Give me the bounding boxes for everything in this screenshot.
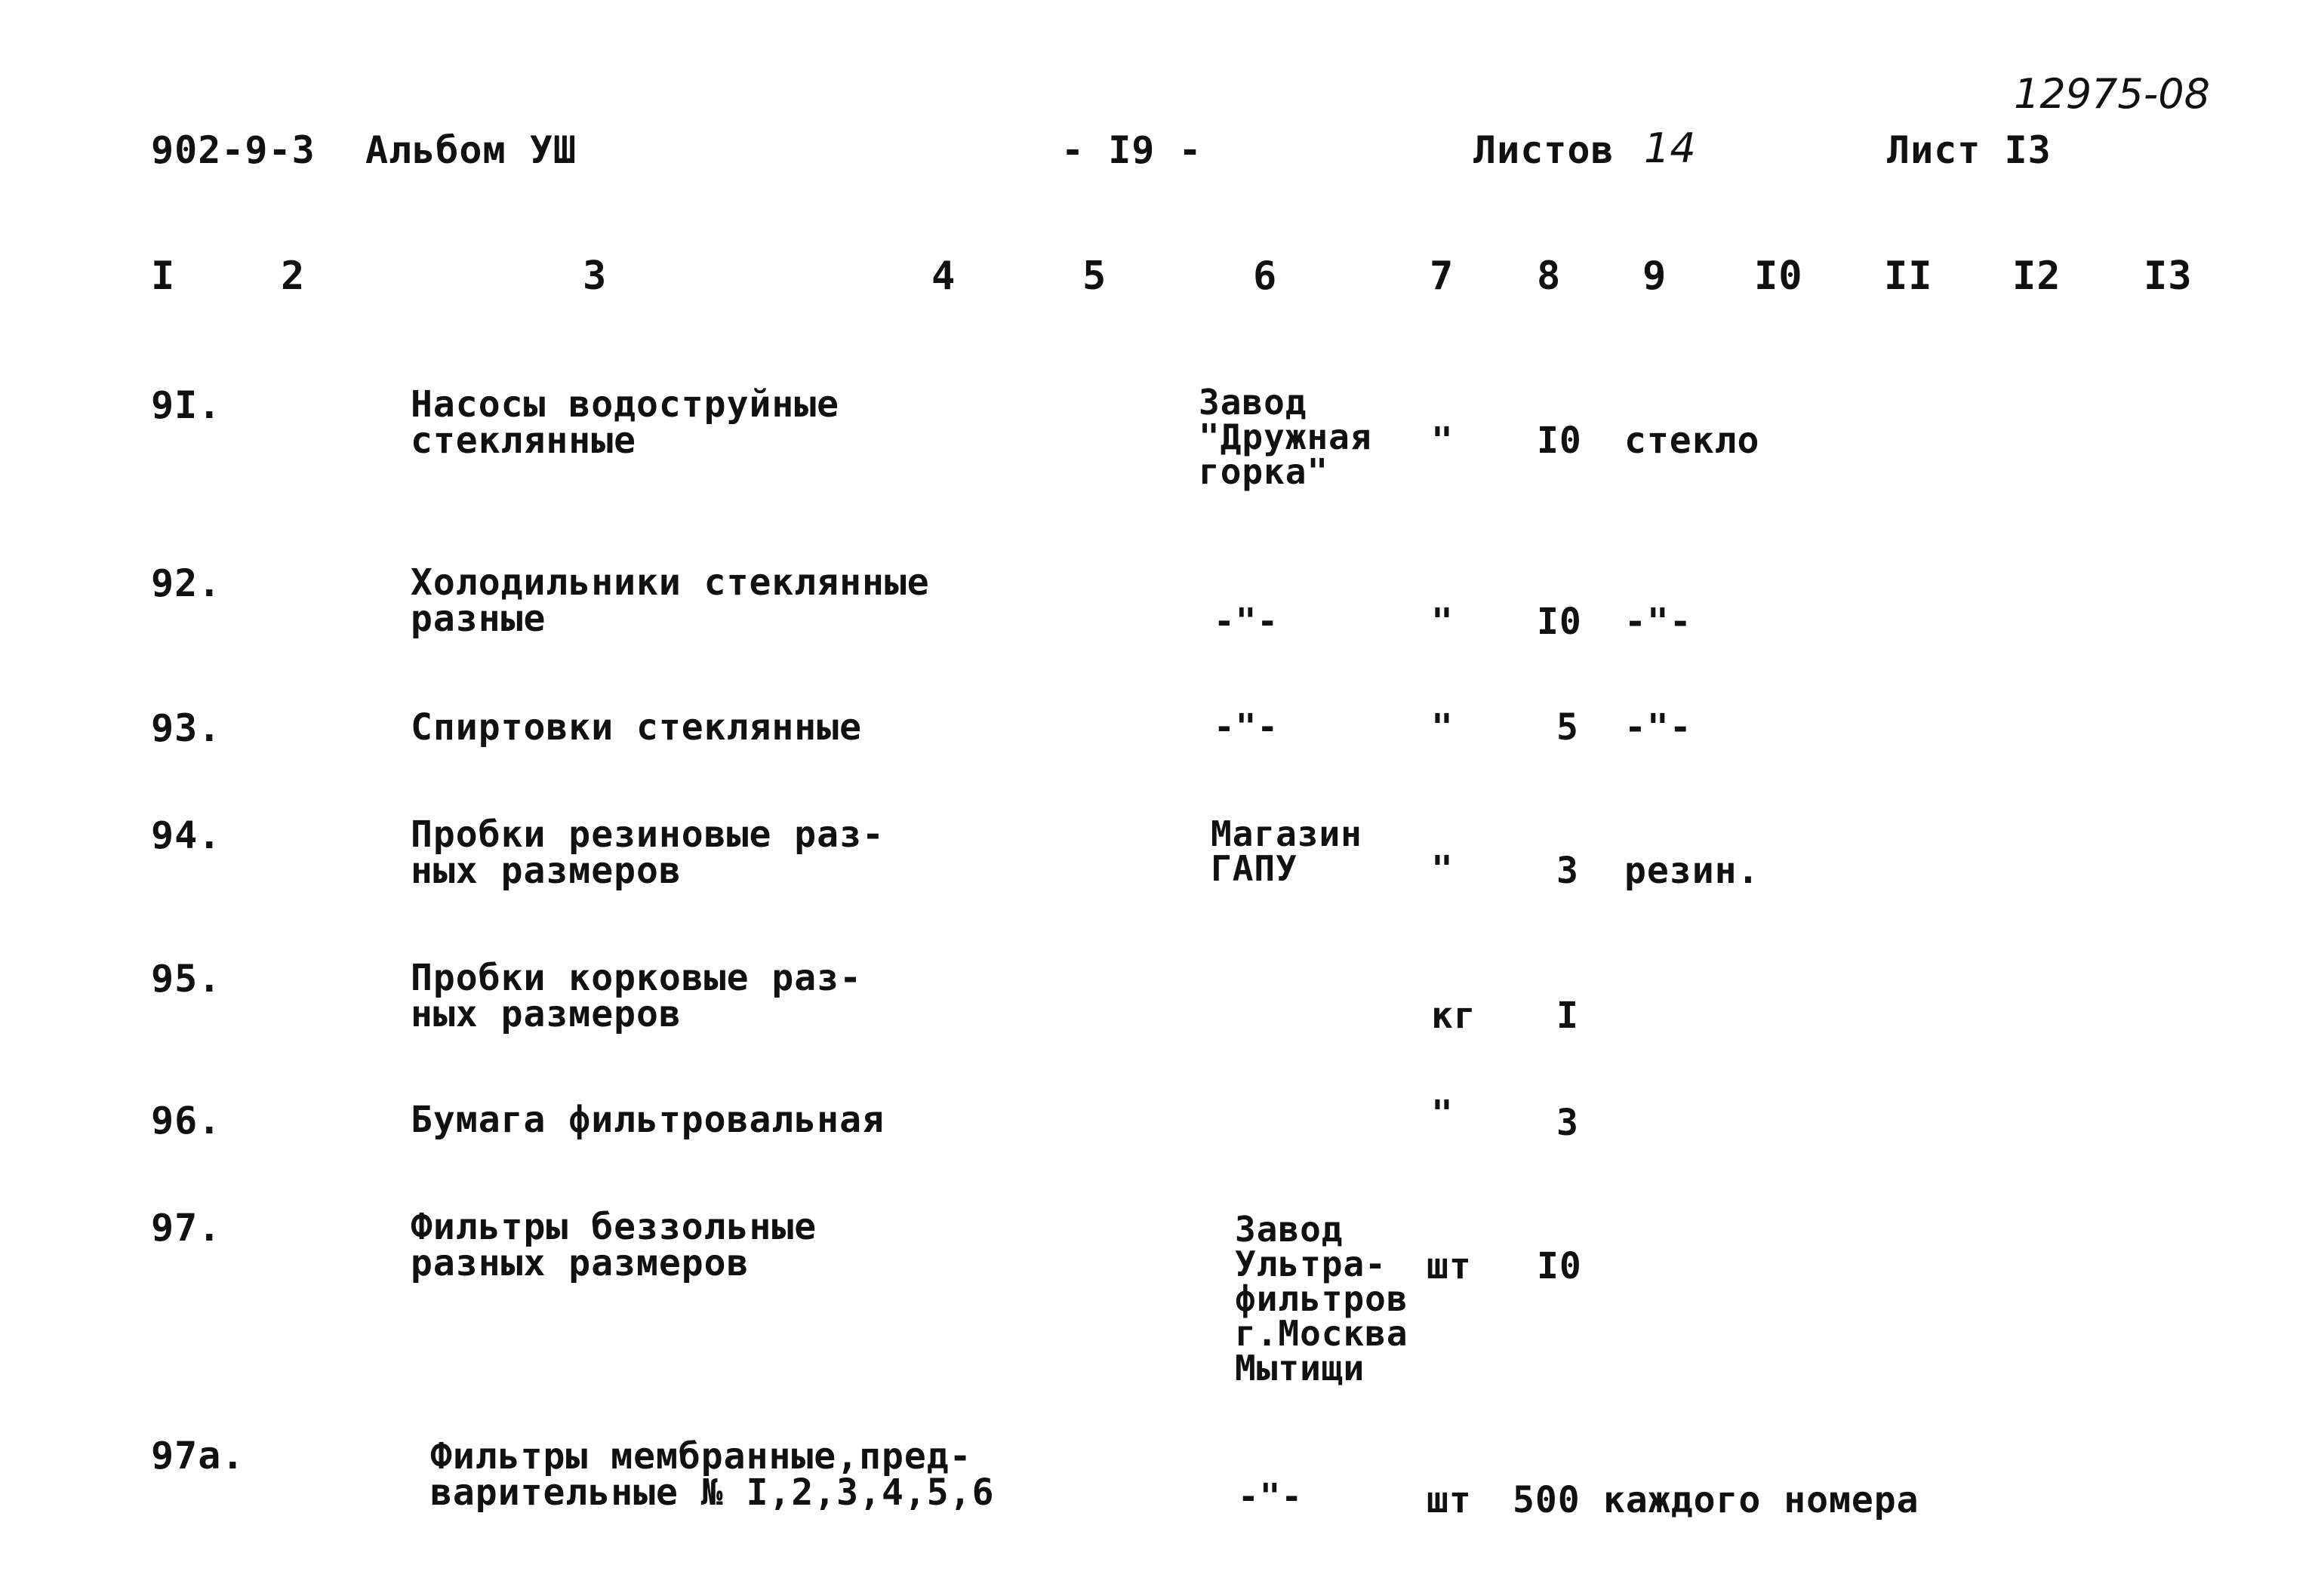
column-number: 2 [281,254,306,299]
unit: " [1431,601,1454,643]
quantity: I0 [1537,420,1582,462]
column-number: 6 [1253,254,1278,299]
supplier: Магазин ГАПУ [1211,813,1362,889]
row-number: 93. [151,706,222,750]
quantity: 3 [1556,850,1579,892]
row-number: 94. [151,813,222,857]
supplier: -"- [1214,706,1279,747]
item-name: Фильтры беззольные разных размеров [411,1206,817,1284]
column-number: II [1884,254,1933,299]
item-name: Бумага фильтровальная [411,1099,885,1141]
column-number: I2 [2012,254,2061,299]
material: -"- [1624,706,1692,749]
quantity: 5 [1556,706,1579,749]
unit: шт [1427,1245,1472,1287]
unit: " [1431,1093,1454,1135]
item-name: Фильтры мембранные,пред- варительные № I,2,3,4,5,6 [430,1435,995,1514]
quantity: 500 [1513,1479,1581,1521]
item-name: Насосы водоструйные стеклянные [411,383,840,462]
unit: " [1431,706,1454,749]
unit: кг [1431,995,1476,1037]
row-number: 95. [151,957,222,1001]
supplier: Завод "Дружная горка" [1199,382,1372,492]
row-number: 9I. [151,383,222,427]
unit: " [1431,420,1454,462]
column-number: I [151,254,176,299]
row-number: 97. [151,1206,222,1250]
item-name: Холодильники стеклянные разные [411,561,930,640]
supplier: -"- [1214,601,1279,641]
column-number: 7 [1430,254,1455,299]
column-number: 8 [1537,254,1562,299]
column-number: 9 [1642,254,1667,299]
page-number: - I9 - [1061,128,1202,172]
column-number: 3 [583,254,608,299]
sheets-count: 14 [1644,125,1696,172]
quantity: I0 [1537,1245,1582,1287]
quantity: 3 [1556,1102,1579,1144]
column-number: 5 [1082,254,1107,299]
row-number: 92. [151,561,222,605]
archive-stamp: 12975-08 [2014,70,2210,118]
material: каждого номера [1603,1479,1919,1521]
supplier: -"- [1238,1476,1304,1517]
supplier: Завод Ультра- фильтров г.Москва Мытищи [1235,1209,1408,1388]
row-number: 97а. [151,1434,245,1478]
unit: " [1431,848,1454,890]
material: резин. [1624,850,1760,892]
sheet-label: Лист I3 [1887,128,2052,172]
item-name: Пробки резиновые раз- ных размеров [411,813,885,892]
material: стекло [1624,420,1760,462]
column-number: I0 [1754,254,1803,299]
row-number: 96. [151,1099,222,1142]
quantity: I [1556,995,1579,1037]
column-number: 4 [931,254,956,299]
sheets-label: Листов [1473,128,1615,172]
column-number: I3 [2144,254,2193,299]
project-code: 902-9-3 [151,128,316,172]
item-name: Спиртовки стеклянные [411,706,862,749]
album-title: Альбом УШ [365,128,577,172]
quantity: I0 [1537,601,1582,643]
item-name: Пробки корковые раз- ных размеров [411,957,862,1035]
unit: шт [1427,1479,1472,1521]
material: -"- [1624,601,1692,643]
